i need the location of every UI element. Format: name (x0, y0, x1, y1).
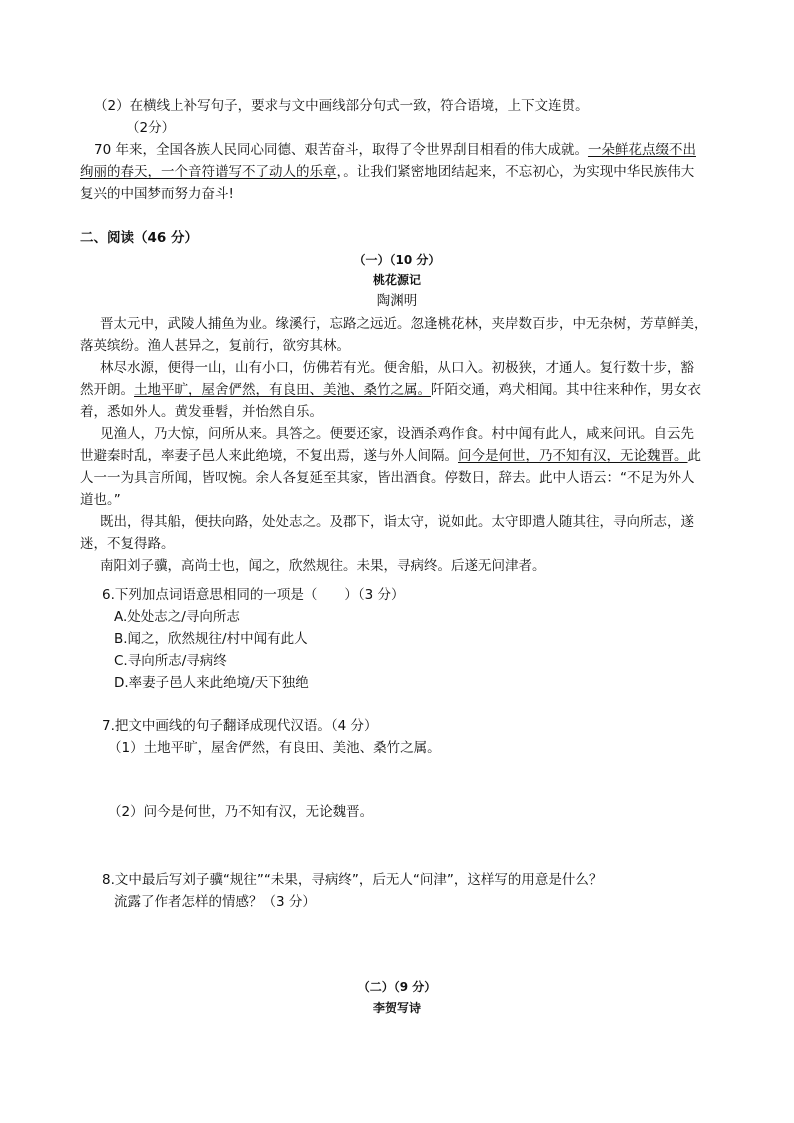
question-2-prompt: （2）在横线上补写句子，要求与文中画线部分句式一致，符合语境，上下文连贯。 (94, 98, 589, 114)
passage-line (80, 446, 701, 466)
part-2-heading: （二）（9 分） (357, 980, 437, 994)
option-b: B.闻之，欣然规往/村中闻有此人 (114, 631, 308, 647)
question-6-stem: 6.下列加点词语意思相同的一项是（ ）（3 分） (102, 587, 405, 603)
underlined-sentence: 绚丽的春天，一个音符谱写不了动人的乐章 (80, 164, 337, 180)
text-segment: 此 (687, 448, 701, 464)
passage-line: 人一一为具言所闻，皆叹惋。余人各复延至其家，皆出酒食。停数日，辞去。此中人语云：“不足为外人 (80, 470, 695, 486)
question-2-score: （2分） (126, 120, 176, 136)
poem-title: 桃花源记 (372, 273, 421, 287)
passage-line: 晋太元中，武陵人捕鱼为业。缘溪行，忘路之远近。忽逢桃花林，夹岸数百步，中无杂树，芳草鲜美， (100, 316, 708, 332)
question-7-sentence-1: （1）土地平旷，屋舍俨然，有良田、美池、桑竹之属。 (108, 740, 441, 756)
passage-line: 南阳刘子骥，高尚士也，闻之，欣然规往。未果，寻病终。后遂无问津者。 (100, 558, 546, 574)
question-8-stem-cont: 流露了作者怎样的情感？（3 分） (114, 894, 316, 910)
text-segment: 70 年来，全国各族人民同心同德、艰苦奋斗，取得了令世界刮目相看的伟大成就。 (94, 142, 588, 158)
paragraph-line (80, 162, 694, 182)
question-8-stem: 8.文中最后写刘子骥“规往”“未果，寻病终”，后无人“问津”，这样写的用意是什么？ (102, 872, 603, 888)
section-title: 二、阅读（46 分） (80, 230, 198, 246)
underlined-sentence: 一朵鲜花点缀不出 (587, 142, 696, 158)
passage-line: 林尽水源，便得一山，山有小口，仿佛若有光。便舍船，从口入。初极狭，才通人。复行数十步，豁 (100, 360, 694, 376)
option-d: D.率妻子邑人来此绝境/天下独绝 (114, 675, 309, 691)
text-segment: 世避秦时乱，率妻子邑人来此绝境，不复出焉，遂与外人间隔。 (80, 448, 458, 464)
option-a: A.处处志之/寻向所志 (114, 609, 240, 625)
passage-line: 见渔人，乃大惊，问所从来。具答之。便要还家，设酒杀鸡作食。村中闻有此人，咸来问讯。自云先 (100, 426, 694, 442)
passage-line: 道也。” (80, 492, 121, 508)
question-7-stem: 7.把文中画线的句子翻译成现代汉语。（4 分） (102, 718, 378, 734)
passage-line: 落英缤纷。渔人甚异之，复前行，欲穷其林。 (80, 338, 350, 354)
author: 陶渊明 (376, 293, 418, 309)
paragraph-line: 复兴的中国梦而努力奋斗! (80, 186, 234, 202)
underlined-sentence: 问今是何世，乃不知有汉，无论魏晋。 (458, 448, 688, 464)
text-segment: ，。让我们紧密地团结起来，不忘初心，为实现中华民族伟大 (336, 164, 695, 180)
paragraph-line (94, 140, 696, 160)
passage-line: 迷，不复得路。 (80, 536, 175, 552)
passage-line (80, 380, 701, 400)
part-2-title: 李贺写诗 (372, 1001, 421, 1015)
part-1-heading: （一）（10 分） (353, 253, 441, 267)
option-c: C.寻向所志/寻病终 (114, 653, 227, 669)
passage-line: 着，悉如外人。黄发垂髫，并怡然自乐。 (80, 404, 323, 420)
text-segment: 阡陌交通，鸡犬相闻。其中往来种作，男女衣 (431, 382, 701, 398)
question-7-sentence-2: （2）问今是何世，乃不知有汉，无论魏晋。 (108, 804, 374, 820)
passage-line: 既出，得其船，便扶向路，处处志之。及郡下，诣太守，说如此。太守即遣人随其往，寻向所志，遂 (100, 514, 694, 530)
underlined-sentence: 土地平旷，屋舍俨然，有良田、美池、桑竹之属。 (134, 382, 431, 398)
text-segment: 然开朗。 (80, 382, 134, 398)
